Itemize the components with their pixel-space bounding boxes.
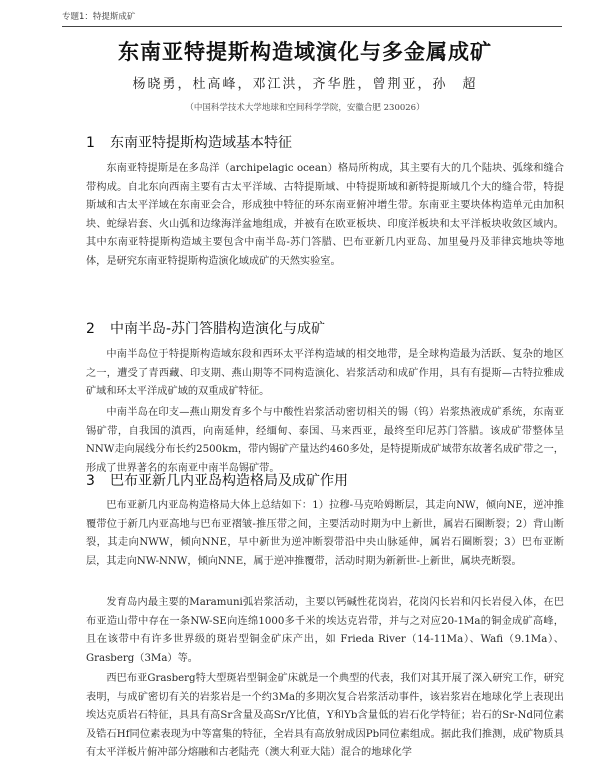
section-1-heading <box>86 132 292 152</box>
running-head: 专题1：特提斯成矿 <box>62 12 136 22</box>
section-2-paragraph-2: 中南半岛在印支—燕山期发育多个与中酸性岩浆活动密切相关的锡（钨）岩浆热液成矿系统，东南亚锡矿带，自我国的滇西，向南延伸，经缅甸、泰国、马来西亚，最终至印尼苏门答腊。该成矿带整体呈NNW走向展线分布长约2500km，带内锡矿产量达约460多处，是特提斯成矿域带东故著名成矿带之一，形成了世界著名的东南亚中南半岛锡矿带。 <box>86 407 564 474</box>
section-number: 2 <box>86 321 95 337</box>
section-2-paragraph-1: 中南半岛位于特提斯构造域东段和西环太平洋构造域的相交地带，是全球构造最为活跃、复杂的地区之一，遭受了青西藏、印支期、燕山期等不同构造演化、岩浆活动和成矿作用，具有有提斯—古特拉雅成矿域和环太平洋成矿域的双重成矿特征。 <box>86 349 564 398</box>
section-2-heading <box>86 318 325 338</box>
paper-title: 东南亚特提斯构造域演化与多金属成矿 <box>118 40 492 64</box>
section-number: 3 <box>86 473 95 489</box>
section-3-heading <box>86 470 348 490</box>
section-1-paragraph-1: 东南亚特提斯是在多岛洋（archipelagic ocean）格局所构成，其主要有大的几个陆块、弧缘和缝合带构成。自北东向西南主要有古太平洋域、古特提斯域、中特提斯域和新特提斯域几个大的缝合带，特提斯域和古太平洋域在东南亚会合，形成独中特征的环东南亚俯冲增生带。东南亚主要块体构造单元由加积块、蛇绿岩套、火山弧和边缘海洋盆地组成，并被有在欧亚板块、印度洋板块和太平洋板块收敛区域内。其中东南亚特提斯构造域主要包含中南半岛-苏门答腊、巴布亚新几内亚岛、加里曼丹及菲律宾地块等地体，是研究东南亚特提斯构造演化域成矿的天然实验室。 <box>86 163 564 267</box>
section-3-paragraph-3: 西巴布亚Grasberg特大型斑岩型铜金矿床就是一个典型的代表，我们对其开展了深入研究工作，研究表明，与成矿密切有关的岩浆岩是一个约3Ma的多期次复合岩浆活动事件，该岩浆岩在地球化学上表现出埃达克质岩石特征，具具有高Sr含量及高Sr/Y比值，Y和Yb含量低的岩石化学特征；岩石的Sr-Nd同位素及锆石Hf同位素表现为中等富集的特征，全岩具有高放射成因Pb同位素组成。据此我们推测，成矿物质具有太平洋板片俯冲部分熔融和古老陆壳（澳大利亚大陆）混合的地球化学 <box>86 673 564 759</box>
section-title: 巴布亚新几内亚岛构造格局及成矿作用 <box>110 473 348 489</box>
author-list: 杨晓勇，杜高峰，邓江洪，齐华胜，曾荆亚，孙 超 <box>132 77 478 92</box>
section-title: 东南亚特提斯构造域基本特征 <box>110 135 292 151</box>
affiliation: （中国科学技术大学地球和空间科学学院，安徽合肥 230026） <box>185 103 425 113</box>
section-3-paragraph-1: 巴布亚新几内亚岛构造格局大体上总结如下：1）拉穆-马克哈姆断层，其走向NW，倾向NE，逆冲推覆带位于新几内亚高地与巴布亚褶皱-推压带之间，主要活动时期为中上新世，属岩石圈断裂；2）背山断裂，其走向NWW，倾向NNE，早中新世为逆冲断裂带沿中央山脉延伸，属岩石圈断裂；3）巴布亚断层，其走向NW-NNW，倾向NNE，属于逆冲推覆带，活动时期为新新世-上新世，属块壳断裂。 <box>86 500 564 567</box>
section-3-paragraph-2: 发育岛内最主要的Maramuni弧岩浆活动，主要以钙碱性花岗岩，花岗闪长岩和闪长岩侵入体，在巴布亚造山带中存在一条NW-SE向连绵1000多千米的埃达克岩带，并与之对应20-1Ma的铜金成矿高峰，且在该带中有许多世界级的斑岩型铜金矿床产出，如 Frieda River（14-11Ma）、Wafi（9.1Ma）、Grasberg（3Ma）等。 <box>86 597 564 664</box>
section-number: 1 <box>86 135 95 151</box>
header-rule <box>62 26 562 27</box>
section-title: 中南半岛-苏门答腊构造演化与成矿 <box>110 321 326 337</box>
